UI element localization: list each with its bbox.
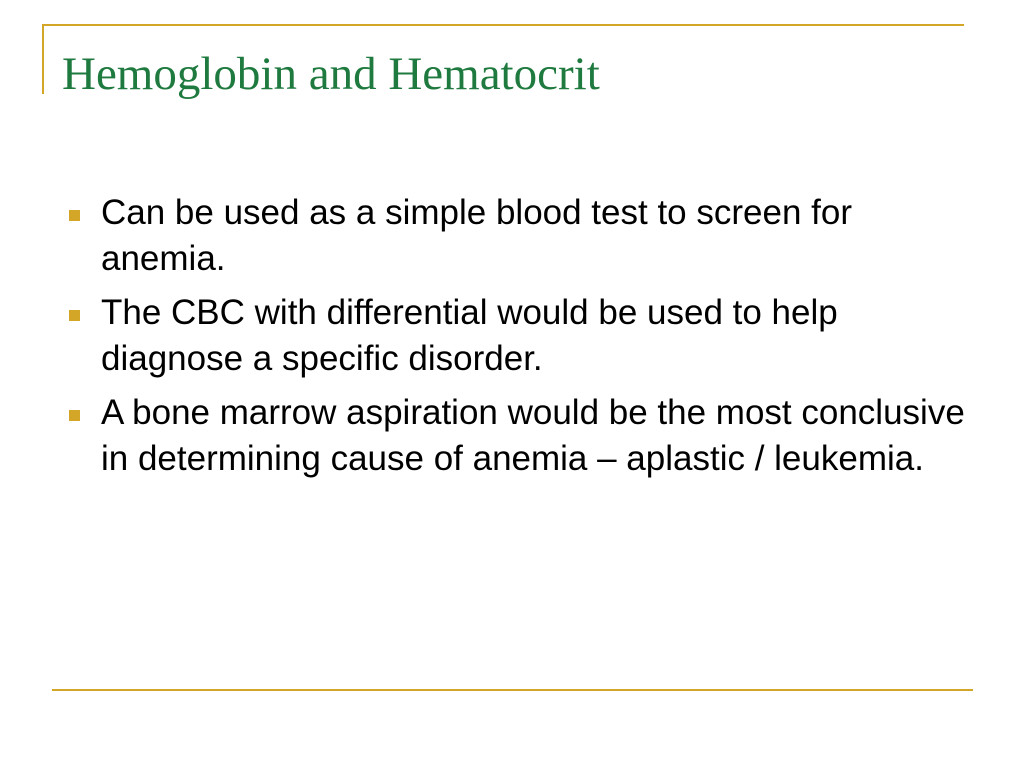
square-bullet-icon bbox=[69, 310, 80, 321]
frame-bottom-line bbox=[52, 689, 973, 691]
bullet-text: A bone marrow aspiration would be the most conclusive in determining cause of anemia – aplastic / leukemia. bbox=[101, 393, 965, 478]
bullet-item bbox=[62, 190, 967, 282]
bullet-item bbox=[62, 290, 967, 382]
frame-left-line bbox=[42, 24, 44, 94]
bullet-text: The CBC with differential would be used to help diagnose a specific disorder. bbox=[101, 293, 838, 378]
slide-title: Hemoglobin and Hematocrit bbox=[62, 48, 600, 100]
frame-top-line bbox=[42, 24, 964, 26]
bullet-text: Can be used as a simple blood test to screen for anemia. bbox=[101, 193, 852, 278]
bullet-item bbox=[62, 390, 967, 482]
bullet-list bbox=[62, 190, 967, 490]
square-bullet-icon bbox=[69, 410, 80, 421]
square-bullet-icon bbox=[69, 210, 80, 221]
